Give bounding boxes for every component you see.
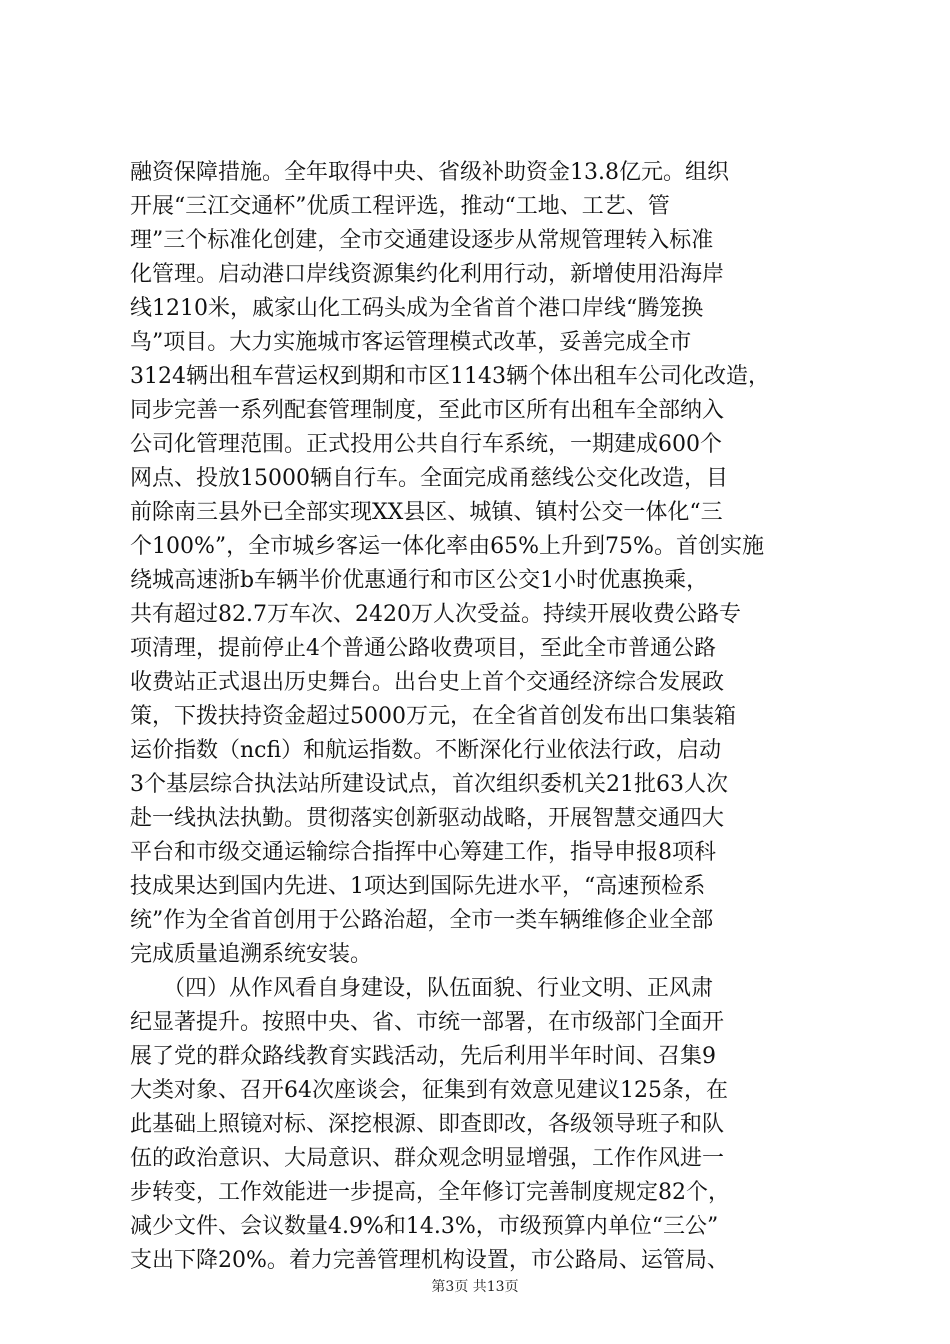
text-line: 策，下拨扶持资金超过5000万元，在全省首创发布出口集装箱 (130, 704, 736, 729)
text-line: 前除南三县外已全部实现XX县区、城镇、镇村公交一体化“三 (130, 500, 723, 525)
body-text (130, 156, 830, 1278)
text-line: 步转变，工作效能进一步提高，全年修订完善制度规定82个， (130, 1180, 730, 1205)
text-line: 理”三个标准化创建，全市交通建设逐步从常规管理转入标准 (130, 228, 714, 253)
text-line: 化管理。启动港口岸线资源集约化利用行动，新增使用沿海岸 (130, 262, 725, 287)
text-line: 项清理，提前停止4个普通公路收费项目，至此全市普通公路 (130, 636, 716, 661)
text-line: 绕城高速浙b车辆半价优惠通行和市区公交1小时优惠换乘， (130, 568, 709, 593)
text-line: 减少文件、会议数量4.9%和14.3%，市级预算内单位“三公” (130, 1214, 719, 1239)
text-line: 纪显著提升。按照中央、省、市统一部署，在市级部门全面开 (130, 1010, 725, 1035)
text-line: 网点、投放15000辆自行车。全面完成甬慈线公交化改造，目 (130, 466, 728, 491)
text-line: 支出下降20%。着力完善管理机构设置，市公路局、运管局、 (130, 1248, 729, 1273)
text-line: 伍的政治意识、大局意识、群众观念明显增强，工作作风进一 (130, 1146, 725, 1171)
text-line: 公司化管理范围。正式投用公共自行车系统，一期建成600个 (130, 432, 722, 457)
text-line: 收费站正式退出历史舞台。出台史上首个交通经济综合发展政 (130, 670, 725, 695)
text-line: 展了党的群众路线教育实践活动，先后利用半年时间、召集9 (130, 1044, 716, 1069)
page-number-label: 第3页 共13页 (431, 1279, 519, 1295)
text-line: 技成果达到国内先进、1项达到国际先进水平，“高速预检系 (130, 874, 706, 899)
text-line: 融资保障措施。全年取得中央、省级补助资金13.8亿元。组织 (130, 160, 729, 185)
text-line: 线1210米，戚家山化工码头成为全省首个港口岸线“腾笼换 (130, 296, 704, 321)
text-line: （四）从作风看自身建设，队伍面貌、行业文明、正风肃 (130, 976, 714, 1001)
text-line: 运价指数（ncfi）和航运指数。不断深化行业依法行政，启动 (130, 738, 722, 763)
text-line: 同步完善一系列配套管理制度，至此市区所有出租车全部纳入 (130, 398, 725, 423)
text-line: 统”作为全省首创用于公路治超，全市一类车辆维修企业全部 (130, 908, 714, 933)
text-line: 鸟”项目。大力实施城市客运管理模式改革，妥善完成全市 (130, 330, 692, 355)
text-line: 个100%”，全市城乡客运一体化率由65%上升到75%。首创实施 (130, 534, 764, 559)
text-line: 3个基层综合执法站所建设试点，首次组织委机关21批63人次 (130, 772, 728, 797)
text-line: 3124辆出租车营运权到期和市区1143辆个体出租车公司化改造， (130, 364, 770, 389)
text-line: 开展“三江交通杯”优质工程评选，推动“工地、工艺、管 (130, 194, 670, 219)
text-line: 赴一线执法执勤。贯彻落实创新驱动战略，开展智慧交通四大 (130, 806, 725, 831)
text-line: 完成质量追溯系统安装。 (130, 942, 373, 967)
page-footer (0, 1277, 950, 1297)
text-line: 此基础上照镜对标、深挖根源、即查即改，各级领导班子和队 (130, 1112, 725, 1137)
text-line: 共有超过82.7万车次、2420万人次受益。持续开展收费公路专 (130, 602, 741, 627)
text-line: 大类对象、召开64次座谈会，征集到有效意见建议125条，在 (130, 1078, 728, 1103)
text-line: 平台和市级交通运输综合指挥中心筹建工作，指导申报8项科 (130, 840, 716, 865)
